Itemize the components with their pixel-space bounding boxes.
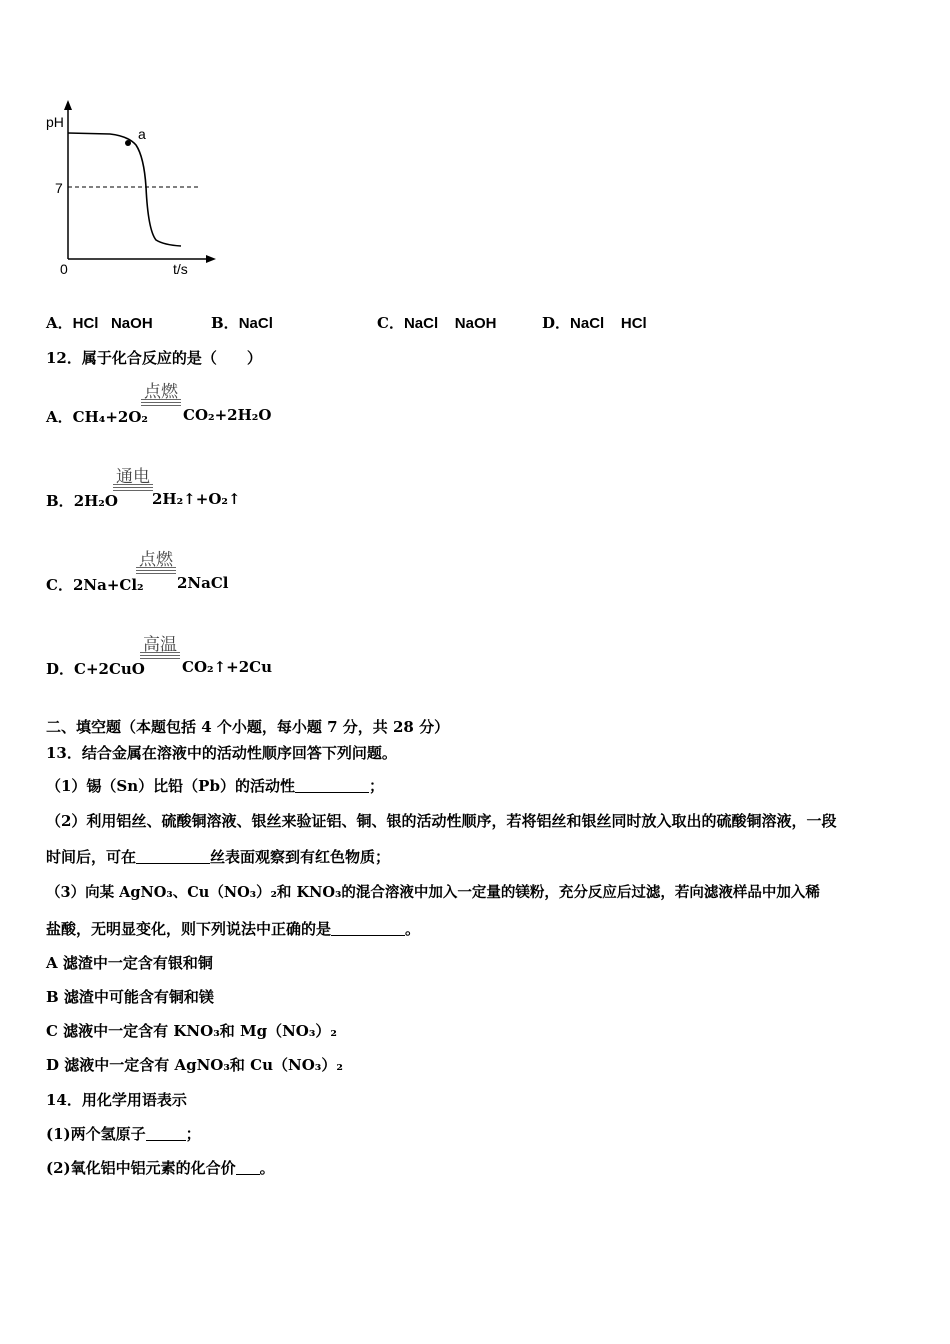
q14-part2: (2)氧化铝中铝元素的化合价 。: [46, 1159, 275, 1177]
q13-part2-blank[interactable]: [136, 849, 210, 864]
q13-stem: 13．结合金属在溶液中的活动性顺序回答下列问题。: [46, 744, 397, 762]
graph-x-label: t/s: [173, 261, 188, 277]
q12-option-c-products: 2NaCl: [177, 574, 229, 592]
condition-electrolysis-b: 通电: [116, 467, 150, 487]
q12-option-a-products: CO₂+2H₂O: [183, 406, 272, 424]
ph-graph-svg: [40, 95, 230, 285]
q13-part1: （1）锡（Sn）比铅（Pb）的活动性 ；: [46, 777, 384, 795]
q13-part2-line2: 时间后，可在 丝表面观察到有红色物质；: [46, 848, 391, 866]
ph-graph: [40, 95, 230, 285]
condition-ignite-c: 点燃: [139, 550, 173, 570]
graph-origin-label: 0: [60, 261, 68, 277]
graph-y-label: pH: [46, 114, 64, 130]
q11-option-b: B．NaCl: [211, 314, 273, 332]
q14-stem: 14．用化学用语表示: [46, 1091, 187, 1109]
equation-bar-d: [140, 652, 180, 659]
q14-part2-blank[interactable]: [236, 1160, 260, 1175]
q13-part3-line2: 盐酸，无明显变化，则下列说法中正确的是 。: [46, 920, 421, 938]
q13-part1-blank[interactable]: [295, 778, 369, 793]
q14-part1-blank[interactable]: [146, 1126, 186, 1141]
q12-option-b-products: 2H₂↑+O₂↑: [152, 490, 241, 508]
point-a: [125, 140, 131, 146]
q12-option-d-products: CO₂↑+2Cu: [182, 658, 272, 676]
q11-option-a: A．HCl NaOH: [46, 314, 153, 332]
equation-bar-c: [136, 567, 176, 574]
q13-part3-line1: （3）向某 AgNO₃、Cu（NO₃）₂和 KNO₃的混合溶液中加入一定量的镁粉，充分反应后过滤，若向滤液样品中加入稀: [46, 884, 820, 901]
condition-ignite-a: 点燃: [144, 382, 178, 402]
q13-choice-d: D 滤液中一定含有 AgNO₃和 Cu（NO₃）₂: [46, 1056, 343, 1074]
q12-option-d: D．C+2CuO: [46, 660, 145, 678]
q11-option-d: D．NaCl HCl: [542, 314, 647, 332]
graph-point-label: a: [138, 126, 146, 142]
q13-choice-b: B 滤渣中可能含有铜和镁: [46, 988, 214, 1006]
q12-option-c: C．2Na+Cl₂: [46, 576, 144, 594]
graph-seven-label: 7: [55, 180, 63, 196]
q11-option-c: C．NaCl NaOH: [377, 314, 497, 332]
q13-part2-line1: （2）利用铝丝、硫酸铜溶液、银丝来验证铝、铜、银的活动性顺序，若将铝丝和银丝同时放入取出的硫酸铜溶液，一段: [46, 812, 837, 830]
q12-option-b: B．2H₂O: [46, 492, 118, 510]
q13-choice-c: C 滤液中一定含有 KNO₃和 Mg（NO₃）₂: [46, 1022, 337, 1040]
q13-part3-blank[interactable]: [331, 921, 405, 936]
q14-part1: (1)两个氢原子 ；: [46, 1125, 201, 1143]
x-axis-arrow: [206, 255, 216, 263]
q12-option-a: A．CH₄+2O₂: [46, 408, 148, 426]
equation-bar-b: [113, 484, 153, 491]
ph-curve: [68, 133, 181, 246]
q13-choice-a: A 滤渣中一定含有银和铜: [46, 954, 213, 972]
equation-bar-a: [141, 399, 181, 406]
y-axis-arrow: [64, 100, 72, 110]
q12-stem: 12．属于化合反应的是（ ）: [46, 349, 262, 367]
section-2-title: 二、填空题（本题包括 4 个小题，每小题 7 分，共 28 分）: [46, 718, 450, 736]
condition-high-temp-d: 高温: [143, 635, 177, 655]
